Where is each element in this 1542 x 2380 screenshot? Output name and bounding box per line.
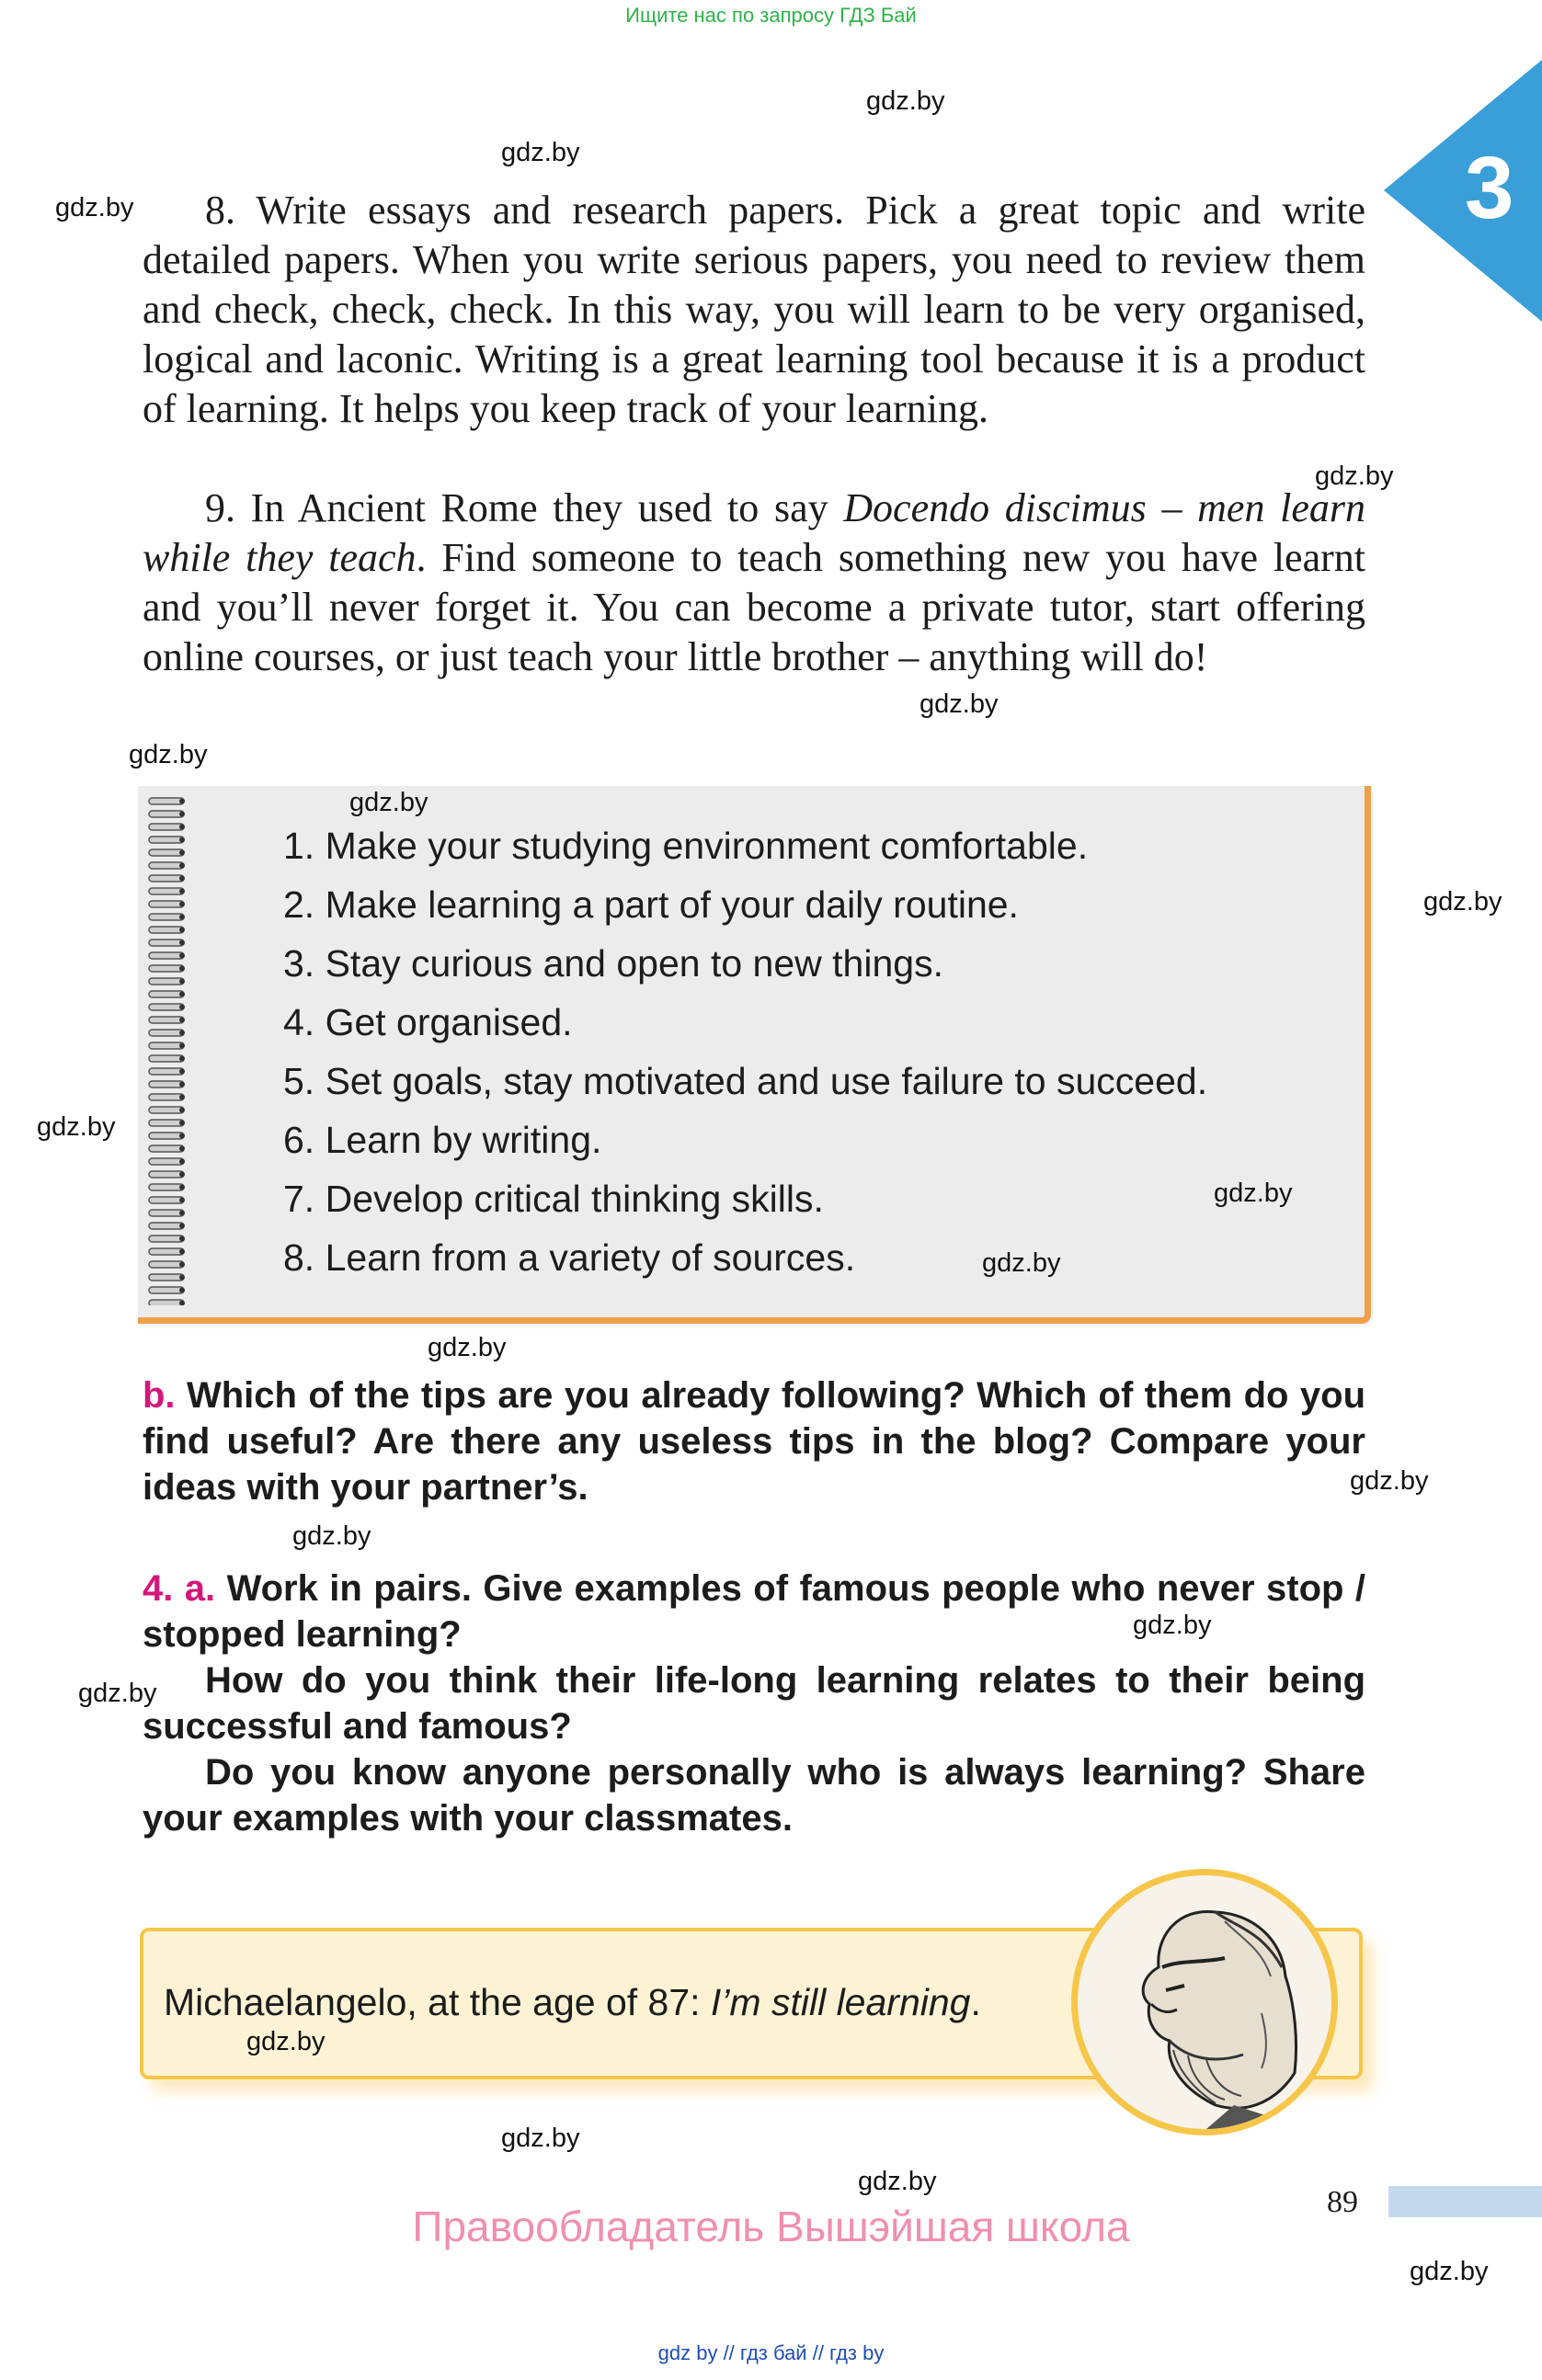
spiral-ring <box>149 837 185 843</box>
michelangelo-portrait <box>1071 1869 1338 2135</box>
spiral-ring <box>149 965 185 972</box>
watermark: gdz.by <box>1315 461 1394 491</box>
task-4-line3: Do you know anyone personally who is always learning? Share your examples with your classmates. <box>143 1752 1365 1839</box>
watermark: gdz.by <box>919 689 999 719</box>
spiral-ring <box>149 798 185 804</box>
spiral-ring <box>149 1081 185 1088</box>
spiral-ring <box>149 1133 185 1139</box>
portrait-sketch-icon <box>1078 1875 1331 2129</box>
tip-item: 4. Get organised. <box>283 1001 573 1043</box>
watermark: gdz.by <box>1133 1611 1212 1640</box>
tips-list <box>283 816 1207 1287</box>
tip-item: 7. Develop critical thinking skills. <box>283 1178 824 1220</box>
spiral-ring <box>149 1274 185 1281</box>
watermark: gdz.by <box>1410 2257 1489 2286</box>
tip-item: 6. Learn by writing. <box>283 1119 602 1161</box>
task-4 <box>143 1566 1365 1841</box>
latin-phrase: Docendo discimus – men learn while they teach <box>143 485 1365 580</box>
spiral-ring <box>149 1287 185 1293</box>
spiral-ring <box>149 901 185 907</box>
spiral-ring <box>149 1236 185 1242</box>
paragraph-9-start: 9. In Ancient Rome they used to say <box>205 485 844 530</box>
quote-prefix: Michaelangelo, at the age of 87: <box>164 1981 711 2023</box>
task-b-text: Which of the tips are you already following? Which of them do you find useful? Are there any useless tips in the blog? Compare your ideas with your partner’s. <box>143 1375 1365 1508</box>
spiral-ring <box>149 824 185 830</box>
spiral-ring <box>149 1120 185 1126</box>
spiral-ring <box>149 1197 185 1203</box>
tip-item: 8. Learn from a variety of sources. <box>283 1236 856 1279</box>
tip-item: 2. Make learning a part of your daily routine. <box>283 883 1019 926</box>
watermark: gdz.by <box>1214 1179 1293 1208</box>
paragraph-8-text: 8. Write essays and research papers. Pick a great topic and write detailed papers. When you write serious papers, you need to review them and check, check, check. In this way, you will learn to be very organised, logical and laconic. Writing is a great learning tool because it is a product of learning. It helps you keep track of your learning. <box>143 188 1365 431</box>
spiral-ring <box>149 1261 185 1268</box>
spiral-ring <box>149 1158 185 1165</box>
watermark: gdz.by <box>866 86 945 116</box>
paragraph-8 <box>143 186 1365 434</box>
spiral-ring <box>149 1300 185 1305</box>
watermark: gdz.by <box>292 1521 371 1551</box>
spiral-binding-icon <box>145 791 191 1305</box>
spiral-ring <box>149 978 185 985</box>
watermark: gdz.by <box>37 1112 116 1142</box>
spiral-ring <box>149 991 185 997</box>
watermark: gdz.by <box>858 2167 937 2196</box>
spiral-ring <box>149 811 185 817</box>
watermark: gdz.by <box>349 788 428 817</box>
paragraph-9-end: . Find someone to teach something new you have learnt and you’ll never forget it. You can become a private tutor, start offering online courses, or just teach your little brother – anything will do! <box>143 535 1365 679</box>
spiral-ring <box>149 1068 185 1075</box>
watermark: gdz.by <box>78 1679 157 1708</box>
spiral-ring <box>149 1017 185 1023</box>
watermark: gdz.by <box>428 1333 507 1362</box>
spiral-ring <box>149 952 185 959</box>
watermark: gdz.by <box>501 138 580 167</box>
tip-item: 1. Make your studying environment comfortable. <box>283 825 1089 867</box>
spiral-ring <box>149 888 185 894</box>
spiral-ring <box>149 1248 185 1255</box>
task-4-label: a. <box>184 1568 216 1609</box>
quote-suffix: . <box>970 1981 981 2023</box>
copyright-notice: Правообладатель Вышэйшая школа <box>412 2203 1130 2250</box>
watermark: gdz.by <box>1350 1466 1429 1496</box>
watermark: gdz.by <box>129 740 208 769</box>
search-note[interactable]: Ищите нас по запросу ГДЗ Бай <box>625 4 917 27</box>
tip-item: 3. Stay curious and open to new things. <box>283 942 943 985</box>
spiral-ring <box>149 1055 185 1062</box>
footer-links[interactable]: gdz by // гдз бай // гдз by <box>657 2341 885 2364</box>
watermark: gdz.by <box>246 2027 326 2056</box>
spiral-ring <box>149 1145 185 1152</box>
spiral-ring <box>149 1210 185 1216</box>
task-4-line2: How do you think their life-long learning relates to their being successful and famous? <box>143 1660 1365 1747</box>
watermark: gdz.by <box>501 2124 580 2153</box>
spiral-ring <box>149 1223 185 1229</box>
spiral-ring <box>149 862 185 869</box>
spiral-ring <box>149 1184 185 1190</box>
task-b-label: b. <box>143 1375 176 1416</box>
task-4-line1: Work in pairs. Give examples of famous people who never stop / stopped learning? <box>143 1568 1365 1655</box>
watermark: gdz.by <box>55 193 134 222</box>
chapter-number: 3 <box>1465 139 1514 237</box>
spiral-ring <box>149 1094 185 1100</box>
watermark: gdz.by <box>1423 887 1502 917</box>
spiral-ring <box>149 849 185 856</box>
spiral-ring <box>149 1107 185 1113</box>
spiral-ring <box>149 939 185 946</box>
task-4-number: 4. <box>143 1568 174 1609</box>
chapter-tab <box>1384 60 1542 322</box>
spiral-ring <box>149 927 185 933</box>
spiral-ring <box>149 914 185 920</box>
spiral-ring <box>149 875 185 882</box>
task-b <box>143 1372 1365 1510</box>
watermark: gdz.by <box>982 1248 1061 1278</box>
quote-text <box>164 1981 981 2024</box>
page-number: 89 <box>1327 2185 1358 2219</box>
spiral-ring <box>149 1004 185 1010</box>
spiral-ring <box>149 1042 185 1049</box>
tip-item: 5. Set goals, stay motivated and use failure to succeed. <box>283 1060 1208 1102</box>
spiral-ring <box>149 1171 185 1178</box>
paragraph-9 <box>143 484 1365 682</box>
quote-italic: I’m still learning <box>710 1981 971 2023</box>
spiral-ring <box>149 1030 185 1036</box>
